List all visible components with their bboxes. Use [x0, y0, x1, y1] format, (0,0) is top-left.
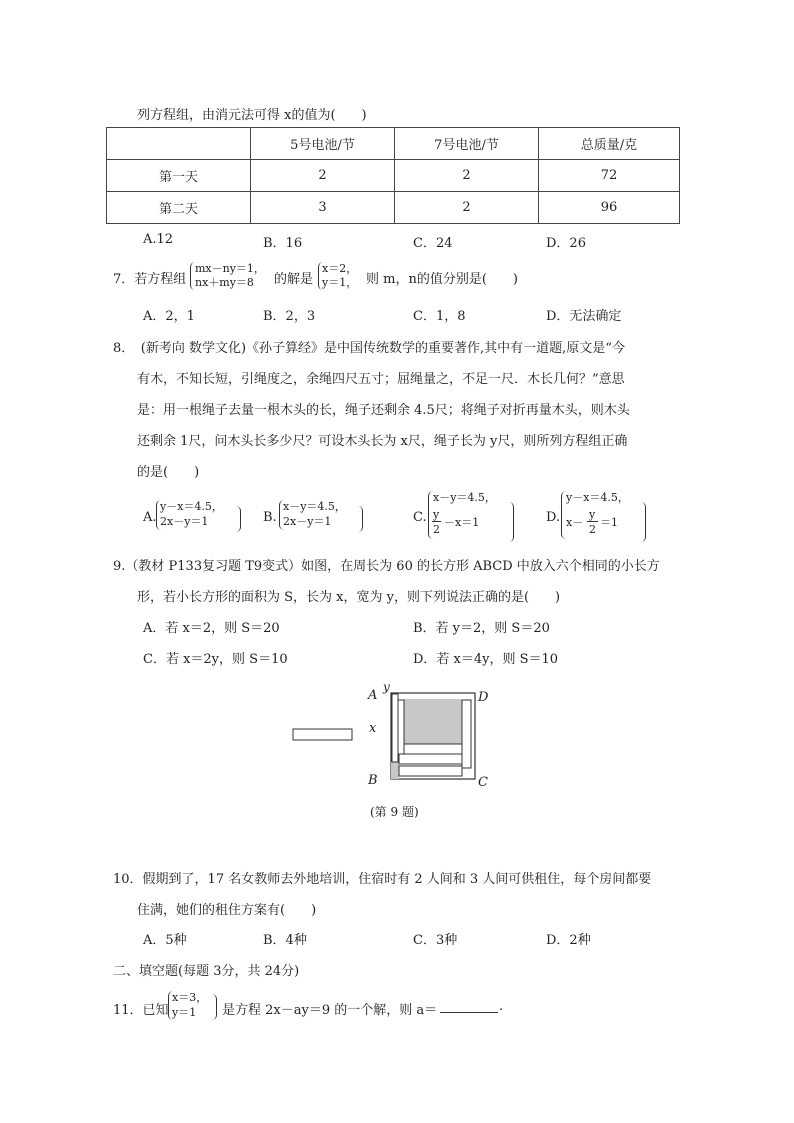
q9-option-c[interactable]: C．若 x＝2y，则 S＝10	[143, 652, 288, 667]
q7-eq1: mx－ny＝1，	[195, 262, 265, 275]
q8c-eq2-rest: －x＝1	[444, 516, 480, 529]
q7-prefix: 7．若方程组	[113, 272, 187, 287]
small-rectangle-sample	[293, 729, 352, 740]
q7-option-b[interactable]: B．2，3	[263, 309, 316, 324]
shaded-region	[404, 699, 462, 744]
q8-option-c[interactable]: C.	[413, 510, 427, 525]
small-rectangle	[399, 754, 462, 764]
table-cell: 2	[395, 160, 539, 192]
q8a-eq1: y－x＝4.5，	[160, 500, 223, 513]
table-cell: 2	[395, 192, 539, 224]
q8a-eq2: 2x－y＝1	[160, 515, 209, 528]
table-cell: 3	[251, 192, 395, 224]
table-header-row	[107, 128, 680, 160]
label-a: A	[368, 688, 378, 703]
q8b-eq2: 2x－y＝1	[283, 515, 332, 528]
label-b: B	[368, 773, 378, 788]
q7-option-d[interactable]: D．无法确定	[546, 309, 622, 324]
table-cell: 96	[539, 192, 680, 224]
q8c-eq1: x－y＝4.5，	[433, 491, 496, 504]
table-header-cell: 5号电池/节	[251, 128, 395, 160]
q7-sol1: x＝2，	[322, 262, 358, 275]
table-cell: 第二天	[107, 192, 251, 224]
q11-eq2: y＝1	[172, 1006, 197, 1019]
battery-table	[106, 127, 680, 224]
right-brace-icon	[641, 502, 646, 542]
q9-option-d[interactable]: D．若 x＝4y，则 S＝10	[413, 652, 559, 667]
table-cell: 2	[251, 160, 395, 192]
q6-stem: 列方程组，由消元法可得 x的值为( )	[137, 108, 367, 123]
q8-line: 还剩余 1尺，问木头长多少尺？可设木头长为 x尺，绳子长为 y尺，则所列方程组正确	[137, 434, 628, 449]
q9-option-b[interactable]: B．若 y＝2，则 S＝20	[413, 621, 550, 636]
small-rectangle	[398, 700, 404, 762]
q11-prefix: 11．已知	[113, 1003, 169, 1018]
fraction-bar	[432, 521, 441, 522]
q7-eq2: nx＋my＝8	[195, 276, 254, 289]
table-header-cell: 7号电池/节	[395, 128, 539, 160]
q6-option-c[interactable]: C．24	[413, 236, 453, 251]
table-row	[107, 192, 680, 224]
q8d-denominator: 2	[589, 523, 596, 536]
q10-option-d[interactable]: D．2种	[546, 933, 591, 948]
small-rectangle	[399, 766, 462, 776]
q6-option-b[interactable]: B．16	[263, 236, 303, 251]
table-cell: 第一天	[107, 160, 251, 192]
q8-option-a[interactable]: A.	[143, 510, 157, 525]
small-rectangle	[392, 694, 398, 762]
label-y: y	[383, 680, 390, 694]
label-d: D	[478, 690, 489, 705]
label-x: x	[369, 721, 377, 736]
q6-option-d[interactable]: D．26	[546, 236, 586, 251]
fraction-bar	[587, 521, 598, 522]
q8d-eq2-lead: x－	[566, 516, 584, 529]
table-cell: 72	[539, 160, 680, 192]
q8d-numerator: y	[589, 508, 596, 521]
q8d-eq2-rest: ＝1	[600, 516, 618, 529]
q8b-eq1: x－y＝4.5，	[283, 500, 346, 513]
q8-line: 是：用一根绳子去量一根木头的长，绳子还剩余 4.5尺；将绳子对折再量木头，则木头	[137, 403, 630, 418]
q9-line: 形，若小长方形的面积为 S，长为 x，宽为 y，则下列说法正确的是( )	[137, 590, 561, 605]
small-rectangle	[462, 700, 471, 768]
q11-end: .	[499, 999, 504, 1014]
q8-option-b[interactable]: B.	[263, 510, 277, 525]
q8d-eq1: y－x＝4.5，	[566, 491, 629, 504]
right-brace-icon	[358, 506, 363, 532]
q10-option-a[interactable]: A．5种	[143, 933, 187, 948]
q7-option-a[interactable]: A．2，1	[143, 309, 195, 324]
shaded-region	[391, 762, 399, 779]
q7-suffix: 则 m，n的值分别是( )	[366, 272, 518, 287]
q10-option-b[interactable]: B．4种	[263, 933, 307, 948]
right-brace-icon	[236, 506, 241, 532]
q10-option-c[interactable]: C．3种	[413, 933, 458, 948]
q9-line: 9.（教材 P133复习题 T9变式）如图，在周长为 60 的长方形 ABCD 中放入六个相同的小长方	[113, 559, 660, 574]
table-row	[107, 160, 680, 192]
right-brace-icon	[509, 502, 514, 542]
q9-figure	[285, 680, 505, 825]
q10-line: 住满，她们的租住方案有( )	[137, 903, 317, 918]
right-brace-icon	[212, 994, 217, 1020]
q8-line: 的是( )	[137, 465, 200, 480]
table-header-cell: 总质量/克	[539, 128, 680, 160]
small-rectangle	[404, 744, 462, 754]
q11-eq1: x＝3，	[172, 991, 208, 1004]
q8c-denominator: 2	[433, 523, 440, 536]
q7-mid: 的解是	[274, 272, 314, 287]
q8c-numerator: y	[433, 508, 440, 521]
q11-suffix: 是方程 2x－ay＝9 的一个解，则 a＝	[222, 1003, 438, 1018]
q6-option-a[interactable]: A.12	[143, 232, 174, 247]
q8-line: 有木，不知长短，引绳度之，余绳四尺五寸；屈绳量之，不足一尺．木长几何？”意思	[137, 372, 625, 387]
figure-caption: (第 9 题)	[370, 805, 419, 819]
q7-sol2: y＝1，	[322, 276, 358, 289]
table-header-cell	[107, 128, 251, 160]
q7-option-c[interactable]: C．1，8	[413, 309, 466, 324]
q10-line: 10．假期到了，17 名女教师去外地培训，住宿时有 2 人间和 3 人间可供租住，每个房间都要	[113, 872, 652, 887]
q8-line: 8． (新考向 数学文化)《孙子算经》是中国传统数学的重要著作,其中有一道题,原文是“今	[113, 341, 625, 356]
label-c: C	[478, 775, 488, 790]
q9-option-a[interactable]: A．若 x＝2，则 S＝20	[143, 621, 280, 636]
answer-blank[interactable]	[440, 1000, 498, 1013]
q8-option-d[interactable]: D.	[546, 510, 561, 525]
section-title: 二、填空题(每题 3分，共 24分)	[113, 964, 300, 979]
